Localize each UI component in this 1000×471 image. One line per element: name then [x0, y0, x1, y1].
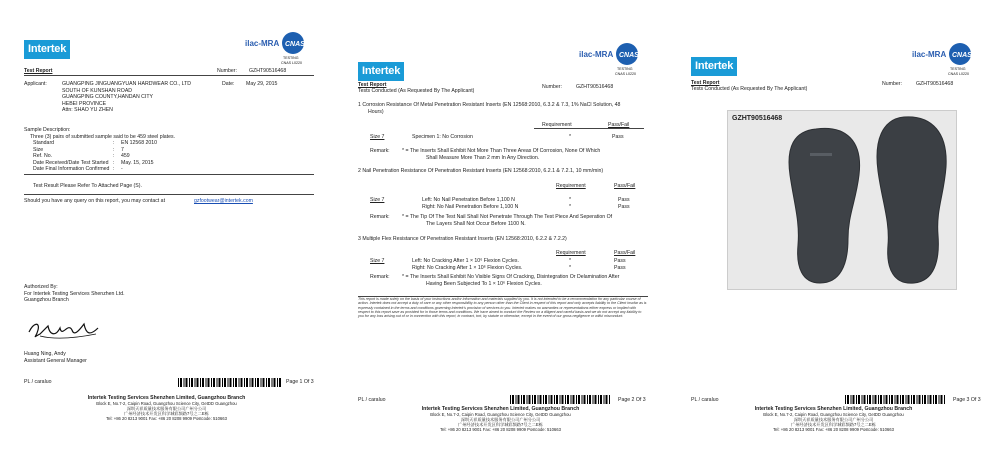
requirement-header: Requirement [556, 250, 586, 256]
footer-company: Intertek Testing Services Shenzhen Limited, Guangzhou Branch [754, 406, 913, 412]
remark-label: Remark: [370, 148, 390, 154]
footer-cn-name: 深圳天祥质量技术服务有限公司广州分公司 [126, 406, 207, 412]
accreditation-seal [577, 41, 641, 77]
pass-value: Pass [618, 197, 630, 203]
divider [24, 75, 314, 76]
footer-address: Block E, No.7-2, Caipin Road, Guangzhou Science City, GetDD Guangzhou [763, 412, 904, 418]
contact-email-link[interactable]: gzfootwear@intertek.com [194, 198, 253, 204]
page-number: Page 2 Of 3 [618, 397, 646, 403]
number-label: Number: [542, 84, 562, 90]
footer-tel: Tel: +86 20 8213 9001 Fax: +86 20 8208 9909 Postcode: 510663 [106, 416, 227, 422]
footer-company: Intertek Testing Services Shenzhen Limited, Guangzhou Branch [421, 406, 580, 412]
tests-conducted: Tests Conducted (As Requested By The Applicant) [358, 88, 475, 94]
cnas-mark: CNAS [285, 41, 305, 48]
intertek-logo: Intertek [691, 57, 737, 76]
disclaimer-text: This report is made solely on the basis of your instructions and/or information and materials supplied by you. It is not intended to be a recommendation for any particular course of action. Intertek does not accept a duty of care or any other responsibility to any person other than the Client in respect of this report and only accepts liability to the Client insofar as is expressly contained in the terms and conditions governing Intertek's provision of services to you. Intertek makes no warranties or representations either express or implied with respect to this report save as provided for in those terms and conditions. We have aimed to conduct the Review on a diligent and careful basis and we do not accept any liability to you for any loss arising out of or in connection with this report, in contract, tort, by statute or otherwise, except in the event of our gross negligence or wilful misconduct. [358, 297, 647, 319]
ilac-mark: ilac-MRA [579, 50, 614, 59]
field-label: Date Received/Date Test Started [33, 159, 109, 166]
requirement-value: * [569, 264, 572, 271]
applicant-line: HEBEI PROVINCE [62, 100, 107, 107]
number-value: GZHT90516468 [916, 81, 954, 87]
pass-value: Pass [614, 258, 626, 264]
remark-text-cont: Having Been Subjected To 1 × 10⁶ Flexion Cycles. [426, 280, 542, 287]
right-result: Right: No Cracking After 1 × 10⁶ Flexion Cycles. [412, 264, 523, 271]
divider [24, 194, 314, 195]
size-label: Size 7 [370, 258, 385, 264]
number-value: GZHT90516468 [576, 84, 614, 90]
applicant-line: SOUTH OF KUNSHAN ROAD [62, 87, 133, 94]
footer-cn-name: 深圳天祥质量技术服务有限公司广州分公司 [460, 417, 541, 423]
passfail-header: Pass/Fail [614, 250, 636, 256]
divider [24, 174, 314, 175]
applicant-line: GUANGPING COUNTY,HANDAN CITY [62, 94, 153, 100]
report-heading: Test Report [24, 68, 53, 74]
field-label: Size [33, 146, 44, 153]
applicant-label: Applicant: [24, 81, 47, 87]
size-label: Size 7 [370, 134, 385, 140]
prepared-by: PL / caraluo [24, 379, 52, 385]
report-page-1: Intertek ilac-MRA CNAS TESTING CNAS L0220 Test Report Number: GZHT90516468 Applicant: GUANGPING JINGUANGYUAN HARDWEAR CO., LTD SOUTH OF KUNSHAN ROAD GUANGPING COUNTY,HANDAN CITY HEBEI PROVINCE Attn: SHAO YU ZHEN Date: May 29, 2015 Sample Description: Three (3) pairs of submitted sample said to be 459 steel plates. Standard : EN 12568 2010 Size : 7 Ref. No. : 459 Date Received/Date Test Started : May. 15, 2015 Date Final Information Confirmed : - Test Result Please Refer To Attached Page (S). Should you have any query on this report, you may contact at gzfootwear@intertek.com Authorized By: For Intertek Testing Services Shenzhen Ltd. Guangzhou Branch Huang Ning, Andy Assistant General Manager PL / caraluo Page 1 Of 3 Intertek Testing Services Shenzhen Limited, Guangzhou Branch Block E, No.7-2, Caipin Road, Guangzhou Science City, GetDD Guangzhou 深圳天祥质量技术服务有限公司广州分公司 广州经济技术开发区科学城彩频路7号之二E栋 Tel: +86 20 8213 9001 Fax: +86 20 8208 9909 Postcode: 510663 [0, 0, 333, 471]
footer-address: Block E, No.7-2, Caipin Road, Guangzhou Science City, GetDD Guangzhou [430, 412, 571, 418]
size-label: Size 7 [370, 197, 385, 203]
passfail-header: Pass/Fail [608, 122, 630, 128]
barcode [845, 395, 945, 404]
field-value: - [121, 166, 123, 172]
accredit-number: CNAS L0220 [615, 72, 636, 76]
sample-photo [727, 110, 957, 290]
ilac-mark: ilac-MRA [912, 50, 947, 59]
field-label: Ref. No. [33, 153, 53, 159]
sample-desc-label: Sample Description: [24, 127, 71, 133]
requirement-value: * [569, 258, 572, 264]
report-heading: Test Report [691, 80, 720, 86]
page-number: Page 3 Of 3 [953, 397, 981, 403]
branch-name: Guangzhou Branch [24, 297, 69, 303]
applicant-attn: Attn: SHAO YU ZHEN [62, 107, 113, 113]
pass-value: Pass [614, 264, 626, 271]
footer-company: Intertek Testing Services Shenzhen Limited, Guangzhou Branch [87, 395, 246, 401]
field-label: Date Final Information Confirmed [33, 166, 110, 172]
cnas-mark: CNAS [619, 52, 639, 59]
cnas-mark: CNAS [952, 52, 972, 59]
footer [334, 406, 667, 432]
report-page-3 [667, 0, 1000, 471]
signer-title: Assistant General Manager [24, 357, 87, 364]
field-value: 7 [121, 146, 124, 153]
number-label: Number: [882, 81, 902, 87]
accreditation-seal [910, 41, 974, 77]
remark-label: Remark: [370, 274, 390, 280]
footer-cn-address: 广州经济技术开发区科学城彩频路7号之二E栋 [458, 422, 543, 428]
query-text: Should you have any query on this report, you may contact at [24, 198, 166, 204]
field-label: Standard [33, 140, 55, 146]
field-value: EN 12568 2010 [121, 140, 158, 146]
left-result: Left: No Nail Penetration Before 1,100 N [422, 197, 515, 203]
footer-cn-address: 广州经济技术开发区科学城彩频路7号之二E栋 [791, 422, 876, 428]
remark-text: * = The Inserts Shall Exhibit No Visible Signs Of Cracking, Disintegration Or Delamination After [402, 274, 620, 280]
number-value: GZHT90516468 [249, 68, 287, 74]
footer [667, 406, 1000, 432]
for-company: For Intertek Testing Services Shenzhen Ltd. [24, 290, 125, 297]
applicant-line: GUANGPING JINGUANGYUAN HARDWEAR CO., LTD [62, 81, 192, 87]
signature-image [26, 316, 102, 342]
footer-cn-address: 广州经济技术开发区科学城彩频路7号之二E栋 [124, 411, 209, 417]
accredit-number: CNAS L0220 [948, 72, 969, 76]
requirement-value: * [569, 134, 572, 140]
field-value: May. 15, 2015 [121, 159, 154, 166]
accredit-number: CNAS L0220 [281, 61, 302, 65]
accreditation-seal [243, 30, 307, 66]
accredit-sub: TESTING [950, 67, 966, 71]
barcode [510, 395, 610, 404]
remark-label: Remark: [370, 214, 390, 220]
footer-tel: Tel: +86 20 8213 9001 Fax: +86 20 8208 9909 Postcode: 510663 [773, 427, 894, 433]
requirement-header: Requirement [542, 122, 572, 128]
test-result-note: Test Result Please Refer To Attached Page (S). [33, 183, 142, 189]
intertek-logo: Intertek [24, 40, 70, 59]
report-page-2 [334, 0, 667, 471]
passfail-header: Pass/Fail [614, 183, 636, 189]
field-value: 459 [121, 153, 130, 159]
accredit-sub: TESTING [283, 56, 299, 60]
remark-text: * = The Tip Of The Test Nail Shall Not Penetrate Through The Test Piece And Seperation Of [402, 214, 613, 220]
requirement-header: Requirement [556, 183, 586, 189]
section-title-cont: Hours) [368, 108, 384, 115]
section-title: 1 Corrosion Resistance Of Metal Penetration Resistant Inserts (EN 12568:2010, 6.3.2 & 7.3, 1% NaCl Solution, 48 [358, 102, 621, 108]
signer-name: Huang Ning, Andy [24, 351, 66, 357]
remark-text-cont: The Layers Shall Not Occur Before 1100 N. [426, 220, 526, 227]
insoles-image [728, 111, 958, 291]
date-value: May 29, 2015 [246, 81, 278, 87]
pass-value: Pass [618, 203, 630, 210]
footer [0, 395, 333, 421]
page-number: Page 1 Of 3 [286, 379, 314, 385]
requirement-value: * [569, 203, 572, 210]
ilac-mark: ilac-MRA [245, 39, 280, 48]
prepared-by: PL / caraluo [691, 397, 719, 403]
right-result: Right: No Nail Penetration Before 1,100 N [422, 203, 519, 210]
photo-label: GZHT90516468 [732, 115, 783, 122]
footer-cn-name: 深圳天祥质量技术服务有限公司广州分公司 [793, 417, 874, 423]
accredit-sub: TESTING [617, 67, 633, 71]
sample-desc-text: Three (3) pairs of submitted sample said to be 459 steel plates. [30, 133, 176, 140]
left-result: Left: No Cracking After 1 × 10⁶ Flexion Cycles. [412, 258, 519, 264]
specimen-result: Specimen 1: No Corrosion [412, 134, 473, 140]
tests-conducted: Tests Conducted (As Requested By The Applicant) [691, 86, 808, 92]
report-heading: Test Report [358, 82, 387, 88]
intertek-logo: Intertek [358, 62, 404, 81]
pass-value: Pass [612, 134, 624, 140]
prepared-by: PL / caraluo [358, 397, 386, 403]
footer-tel: Tel: +86 20 8213 9001 Fax: +86 20 8208 9909 Postcode: 510663 [440, 427, 561, 433]
section-title: 2 Nail Penetration Resistance Of Penetration Resistant Inserts (EN 12568:2010, 6.2.1 & 7.2.1, 10 mm/min) [358, 168, 604, 174]
number-label: Number: [217, 68, 237, 74]
remark-text-cont: Shall Measure More Than 2 mm In Any Direction. [426, 154, 540, 161]
remark-text: * = The Inserts Shall Exhibit Not More Than Three Areas Of Corrosion, None Of Which [402, 148, 601, 154]
section-title: 3 Multiple Flex Resistance Of Penetration Resistant Inserts (EN 12568:2010, 6.2.2 & 7.2.2) [358, 236, 567, 242]
requirement-value: * [569, 197, 572, 203]
date-label: Date: [222, 81, 235, 87]
authorized-by: Authorized By: [24, 284, 58, 290]
footer-address: Block E, No.7-2, Caipin Road, Guangzhou Science City, GetDD Guangzhou [96, 401, 237, 407]
barcode [178, 378, 282, 387]
